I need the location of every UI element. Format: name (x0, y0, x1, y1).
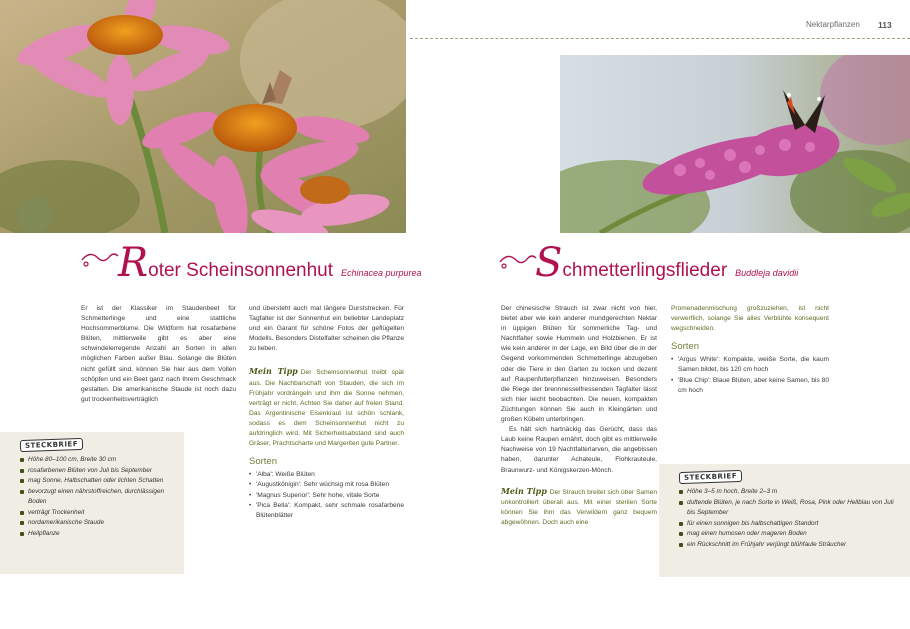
header-divider (410, 38, 910, 39)
list-item: für einen sonnigen bis halbschattigen Standort (679, 519, 902, 530)
left-tipp-text: Der Scheinsonnenhut treibt spät aus. Die Nachbarschaft von Stauden, die sich im Frühjahr vordrängeln und ihm die Sonne nehmen, verträgt er nicht. Achten Sie daher auf freien Stand. Das Argentinische Eisenkraut ist schön schlank, sodass es dem Scheinsonnenhut nicht zu aufdringlich wird. Mit Sicherheitsabstand sind auch Gräser, Prachtscharte und Margeriten gute Partner. (249, 369, 405, 448)
list-item: duftende Blüten, je nach Sorte in Weiß, Rosa, Pink oder Hellblau von Juli bis September (679, 498, 902, 519)
right-col1-text: Der chinesische Strauch ist zwar nicht von hier, bietet aber wie kein anderer mundgerechten Nektar in üppigen Blüten für sommerliche Tag- und Nachtfalter sowie Hummeln und Holzbienen. Er ist wie kein anderer in der Lage, ein Bild über die in der Gegend vorkommenden Schmetterlinge abzugeben oder die Tiere in den Garten zu locken und dezent auf Raupenfutterpflanzen hinzuweisen. Besonders die Riege der brennnesselfressenden Tagfalter lässt sich hier leicht beobachten. Die neuen, kompakten Züchtungen können Sie auch in Kleingärten und großen Kübeln unterbringen. (501, 305, 657, 424)
right-column-1 (501, 304, 657, 528)
list-item: • 'Argus White': Kompakte, weiße Sorte, die kaum Samen bildet, bis 120 cm hoch (671, 355, 829, 375)
butterfly-bush-photo (560, 55, 910, 233)
list-item: ein Rückschnitt im Frühjahr verjüngt blühfaule Sträucher (679, 540, 902, 551)
right-title-initial: S (535, 240, 563, 286)
right-tipp-label: Mein Tipp (501, 485, 547, 496)
list-item: • 'Augustkönigin': Sehr wüchsig mit rosa Blüten (249, 480, 404, 490)
left-sorten-list (249, 470, 404, 520)
left-tipp (249, 366, 404, 449)
right-title (535, 240, 799, 286)
list-item: nordamerikanische Staude (20, 518, 176, 529)
list-item: Heilpflanze (20, 529, 176, 540)
list-item: • 'Magnus Superior': Sehr hohe, vitale Sorte (249, 491, 404, 501)
left-steckbrief (0, 432, 184, 574)
left-title-rest: oter Scheinsonnenhut (148, 260, 333, 281)
left-column-1 (81, 304, 236, 405)
right-tipp (501, 486, 657, 528)
left-column-2 (249, 304, 404, 521)
list-item: mag Sonne, Halbschatten oder lichten Schatten (20, 476, 176, 487)
left-col1-text: Er ist der Klassiker im Staudenbeet für Schmetterlinge und eine stattliche Hochsommerblume. Die Wildform hat rosafarbene Blüten, mittlerweile gibt es aber eine schwindelerregende Anzahl an Sorten in allen möglichen Farben außer Blau. Solange die Blüten nicht gefüllt sind, können Sie hier aus dem Vollen schöpfen und ein Beet ganz nach Ihrem Geschmack gestalten. Die amerikanische Staude ist noch dazu gut trockenheitsverträglich (81, 305, 236, 403)
right-column-2 (671, 304, 829, 396)
left-title-initial: R (118, 240, 149, 286)
right-sorten-title: Sorten (671, 341, 699, 353)
right-sorten-list (671, 355, 829, 395)
list-item: bevorzugt einen nährstoffreichen, durchlässigen Boden (20, 487, 176, 508)
left-title-latin: Echinacea purpurea (341, 268, 422, 278)
left-title (118, 240, 422, 286)
coneflower-photo (0, 0, 406, 233)
right-title-rest: chmetterlingsflieder (562, 260, 728, 281)
list-item: rosafarbenen Blüten von Juli bis September (20, 466, 176, 477)
right-steckbrief-list (659, 487, 910, 550)
list-item: • 'Pica Bella': Kompakt, sehr schmale rosafarbene Blütenblätter (249, 501, 404, 521)
right-steckbrief-label: STECKBRIEF (679, 470, 742, 484)
title-flourish-left (80, 248, 120, 270)
left-sorten-title: Sorten (249, 456, 277, 468)
list-item: Höhe 80–100 cm, Breite 30 cm (20, 455, 176, 466)
left-steckbrief-label: STECKBRIEF (20, 438, 83, 452)
right-title-latin: Buddleja davidii (735, 268, 799, 278)
list-item: • 'Alba': Weiße Blüten (249, 470, 404, 480)
right-col1-text-2: Es hält sich hartnäckig das Gerücht, dass das Laub keine Raupen ernährt, doch gibt es mittlerweile Nachweise von 19 Nachtfalterlarven, die angebissen haben, darunter Achateule, Flohkrauteule, Braunwurz- und Königskerzen-Mönch. (501, 426, 657, 474)
list-item: Höhe 3–5 m hoch, Breite 2–3 m (679, 487, 902, 498)
list-item: • 'Blue Chip': Blaue Blüten, aber keine Samen, bis 80 cm hoch (671, 376, 829, 396)
list-item: verträgt Trockenheit (20, 508, 176, 519)
left-tipp-label: Mein Tipp (249, 366, 298, 377)
title-flourish-right (498, 250, 538, 272)
list-item: mag einen humosen oder mageren Boden (679, 529, 902, 540)
right-tipp-text: Der Strauch breitet sich über Samen unkontrolliert überall aus. Mit einer sterilen Sorte können Sie ihm das Verwildern ganz bequem abgewöhnen. Doch auch eine (501, 488, 658, 526)
right-steckbrief (659, 464, 910, 577)
left-col2-text: und übersteht auch mal längere Durststrecken. Für Tagfalter ist der Sonnenhut ein beliebter Landeplatz und ein Garant für schöne Fotos der geflügelten Modells. Besonders Distelfalter scheinen die Pflanze zu lieben. (249, 305, 404, 353)
left-steckbrief-list (0, 455, 184, 539)
page-number: 113 (878, 20, 892, 30)
right-tipp-continued: Promenadenmischung großzuziehen, ist nicht verwerflich, solange Sie alles Verblühte konsequent wegschneiden. (671, 305, 829, 333)
section-header: Nektarpflanzen (806, 20, 860, 29)
